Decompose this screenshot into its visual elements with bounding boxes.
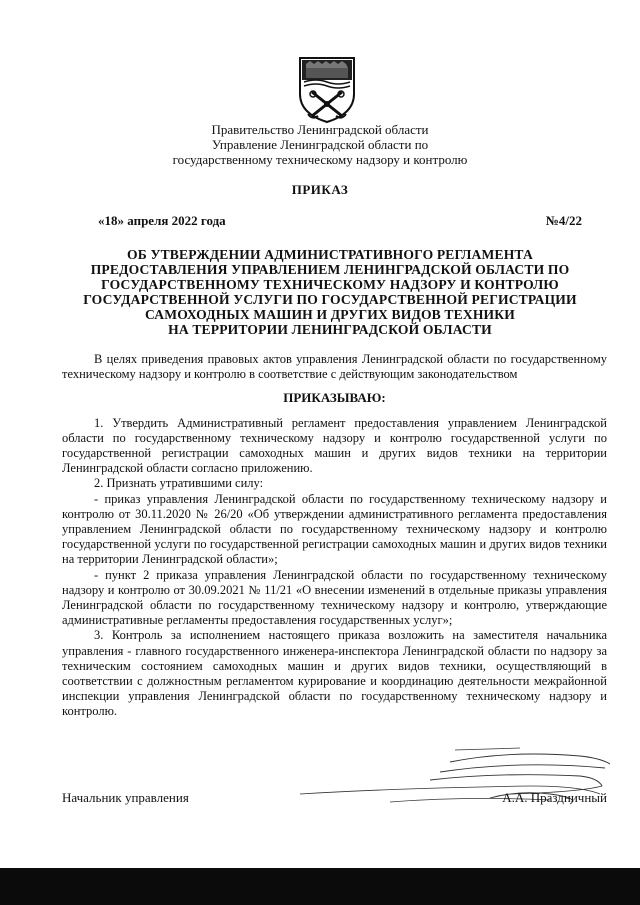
item-2-paragraph: 2. Признать утратившими силу: <box>94 476 264 491</box>
document-number: №4/22 <box>545 213 582 228</box>
title-line: НА ТЕРРИТОРИИ ЛЕНИНГРАДСКОЙ ОБЛАСТИ <box>168 322 492 337</box>
issuer-line-government: Правительство Ленинградской области <box>211 122 429 137</box>
document-title <box>60 247 600 337</box>
handwritten-signature-icon <box>280 742 620 822</box>
issuer-header <box>60 122 580 167</box>
issuer-line-department: Управление Ленинградской области по <box>211 137 429 152</box>
item-3-paragraph: 3. Контроль за исполнением настоящего приказа возложить на заместителя начальника управления - главного государственного инженера-инспектора Ленинградской области по надзору за техническим состоянием самоходных машин и других видов техники, осуществляющий в соответствии с должностным регламентом курирование и координацию деятельности межрайонной инспекции управления Ленинградской области по государственному техническому надзору и контролю. <box>62 628 607 719</box>
title-line: САМОХОДНЫХ МАШИН И ДРУГИХ ВИДОВ ТЕХНИКИ <box>144 307 516 322</box>
title-line: ГОСУДАРСТВЕННОМУ ТЕХНИЧЕСКОМУ НАДЗОРУ И КОНТРОЛЮ <box>101 277 559 292</box>
item-2b-paragraph: - пункт 2 приказа управления Ленинградской области по государственному техническому надзору и контролю от 30.09.2021 № 11/21 «О внесении изменений в отдельные приказы управления Ленинградской области по государственному техническому надзору и контролю, утверждающие административные регламенты предоставления государственных услуг»; <box>62 567 607 628</box>
signatory-position: Начальник управления <box>62 790 189 805</box>
item-1-paragraph: 1. Утвердить Административный регламент предоставления управлением Ленинградской области по государственному техническому надзору и контролю государственной услуги по государственной регистрации самоходных машин и других видов техники на территории Ленинградской области согласно приложению. <box>62 415 607 476</box>
title-line: ПРЕДОСТАВЛЕНИЯ УПРАВЛЕНИЕМ ЛЕНИНГРАДСКОЙ ОБЛАСТИ ПО <box>90 262 570 277</box>
item-2a-paragraph: - приказ управления Ленинградской области по государственному техническому надзору и контролю от 30.11.2020 № 26/20 «Об утверждении административного регламента предоставления управлением Ленинградской области по государственному техническому надзору и контролю государственной услуги по государственной регистрации самоходных машин и других видов техники на территории Ленинградской области»; <box>62 491 607 567</box>
scan-edge-bar <box>0 868 640 905</box>
signature-block <box>62 790 607 810</box>
issuer-line-department-cont: государственному техническому надзору и контролю <box>172 152 468 167</box>
document-type: ПРИКАЗ <box>291 182 349 197</box>
preamble-paragraph: В целях приведения правовых актов управления Ленинградской области по государственному техническому надзору и контролю в соответствие с действующим законодательством <box>62 352 607 382</box>
order-directive: ПРИКАЗЫВАЮ: <box>283 390 386 406</box>
document-date: «18» апреля 2022 года <box>98 213 226 228</box>
document-body <box>62 352 607 720</box>
title-line: ОБ УТВЕРЖДЕНИИ АДМИНИСТРАТИВНОГО РЕГЛАМЕНТА <box>127 247 533 262</box>
signatory-name: А.А. Праздничный <box>502 790 607 805</box>
coat-of-arms-emblem-icon <box>296 54 358 124</box>
title-line: ГОСУДАРСТВЕННОЙ УСЛУГИ ПО ГОСУДАРСТВЕННОЙ РЕГИСТРАЦИИ <box>83 292 577 307</box>
